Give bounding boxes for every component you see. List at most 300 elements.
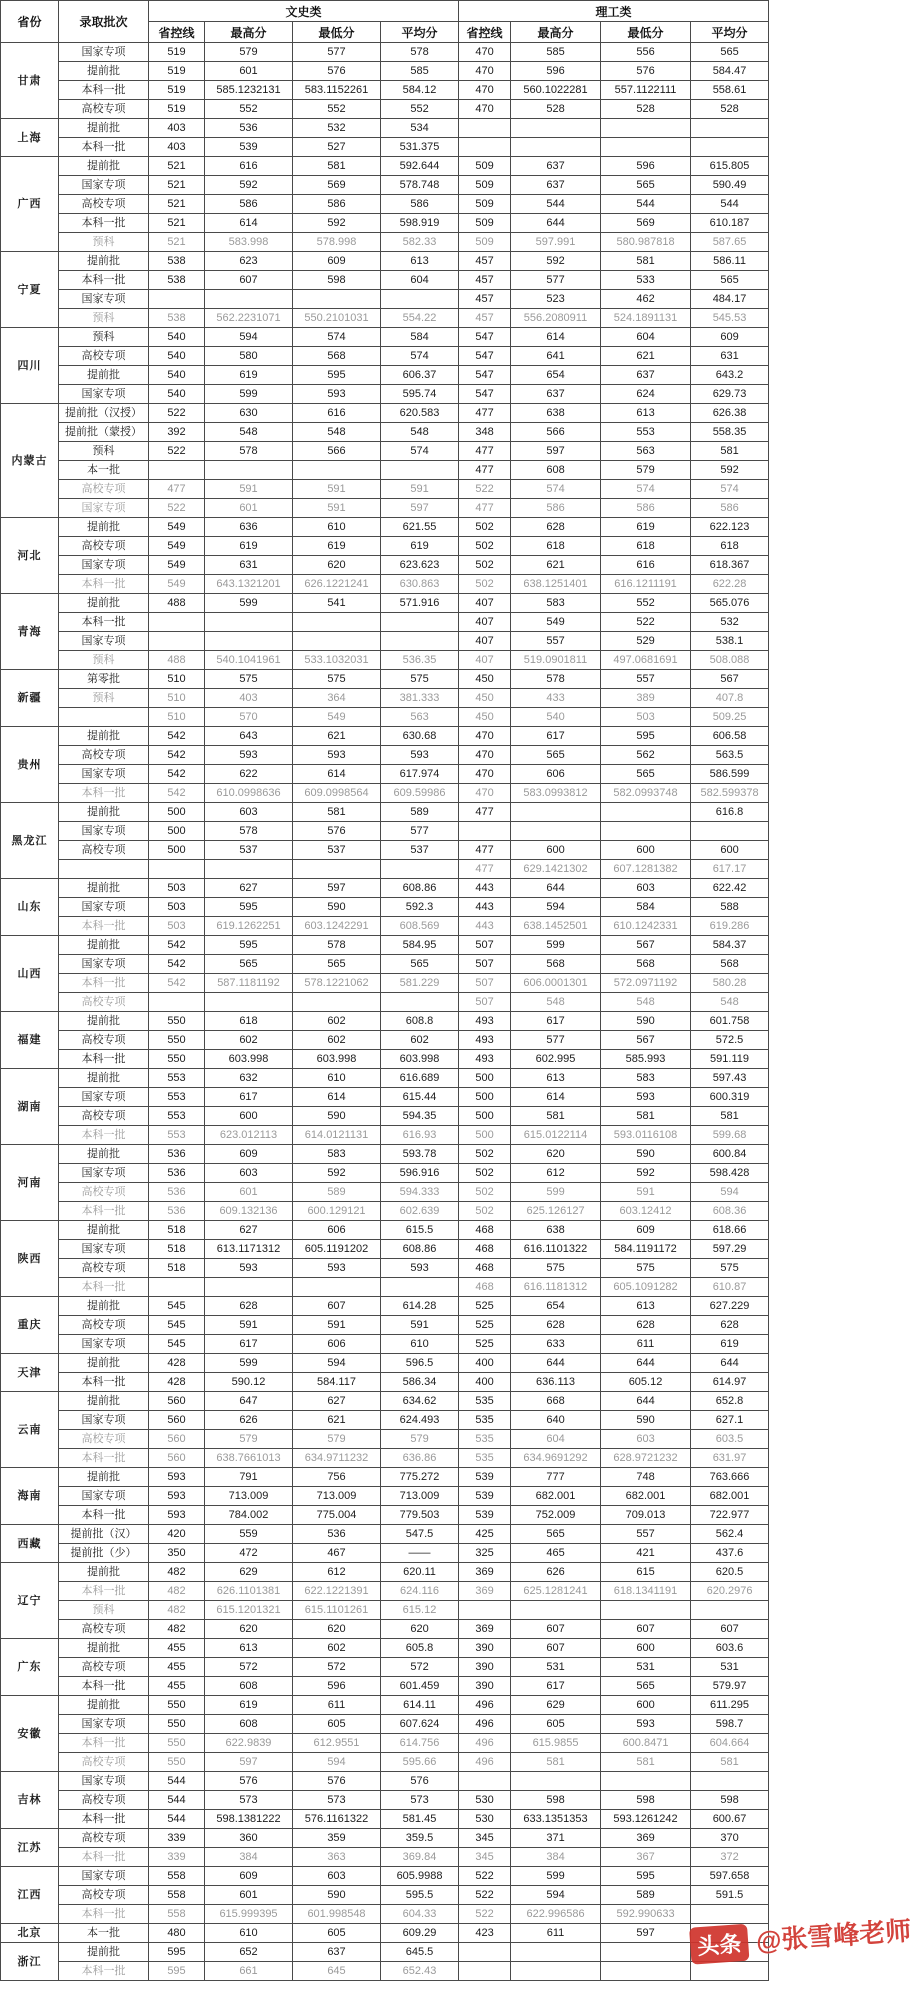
score-cell [205, 461, 293, 480]
batch-cell: 本一批 [59, 1924, 149, 1943]
province-cell: 甘肃 [1, 43, 59, 119]
score-cell: 763.666 [691, 1468, 769, 1487]
score-cell: 403 [205, 689, 293, 708]
score-cell: 573 [293, 1791, 381, 1810]
score-cell: 591.119 [691, 1050, 769, 1069]
score-cell: 616 [293, 404, 381, 423]
batch-cell: 预科 [59, 1601, 149, 1620]
score-cell: 470 [459, 62, 511, 81]
score-cell: 565 [511, 746, 601, 765]
score-cell: 597 [293, 879, 381, 898]
score-cell: 597.29 [691, 1240, 769, 1259]
score-cell: 615.0122114 [511, 1126, 601, 1145]
score-cell: 533.1032031 [293, 651, 381, 670]
province-cell: 内蒙古 [1, 404, 59, 518]
batch-cell: 国家专项 [59, 499, 149, 518]
score-cell: 569 [601, 214, 691, 233]
score-cell: 467 [293, 1544, 381, 1563]
score-cell: 748 [601, 1468, 691, 1487]
score-cell: 618 [511, 537, 601, 556]
score-cell: 591 [293, 499, 381, 518]
score-cell: 567 [691, 670, 769, 689]
score-cell: 521 [149, 195, 205, 214]
score-cell: 593 [149, 1506, 205, 1525]
score-cell [459, 1772, 511, 1791]
score-cell: 531 [691, 1658, 769, 1677]
score-cell: 575 [601, 1259, 691, 1278]
score-cell: 593.1261242 [601, 1810, 691, 1829]
batch-cell: 本科一批 [59, 1278, 149, 1297]
score-cell: 325 [459, 1544, 511, 1563]
batch-cell: 国家专项 [59, 556, 149, 575]
score-cell: 622.42 [691, 879, 769, 898]
score-cell: 581.229 [381, 974, 459, 993]
batch-cell: 本科一批 [59, 784, 149, 803]
score-cell: 580.987818 [601, 233, 691, 252]
score-cell: 614.0121131 [293, 1126, 381, 1145]
score-cell: 570 [205, 708, 293, 727]
score-cell: 540 [149, 385, 205, 404]
score-cell: 614 [293, 765, 381, 784]
score-cell: 544 [149, 1791, 205, 1810]
table-row [1, 62, 769, 81]
score-cell: 583 [601, 1069, 691, 1088]
score-cell [601, 803, 691, 822]
score-cell: 522 [459, 1886, 511, 1905]
score-cell: 568 [511, 955, 601, 974]
score-cell: 599 [511, 936, 601, 955]
score-cell: 497.0681691 [601, 651, 691, 670]
score-cell: 619 [601, 518, 691, 537]
table-row [1, 1924, 769, 1943]
score-cell: 600 [601, 841, 691, 860]
score-cell: 590 [601, 1145, 691, 1164]
score-cell: 618.367 [691, 556, 769, 575]
score-cell: 510 [149, 689, 205, 708]
table-row [1, 1525, 769, 1544]
score-cell: 602 [381, 1031, 459, 1050]
score-cell [511, 1943, 601, 1962]
score-cell: 613 [205, 1639, 293, 1658]
table-row [1, 1753, 769, 1772]
score-cell: 369 [459, 1563, 511, 1582]
score-cell: 586 [511, 499, 601, 518]
batch-cell: 提前批 [59, 252, 149, 271]
score-cell: 623 [205, 252, 293, 271]
province-cell: 新疆 [1, 670, 59, 727]
batch-cell: 国家专项 [59, 176, 149, 195]
score-cell: 572 [381, 1658, 459, 1677]
table-row [1, 1886, 769, 1905]
col-header-batch: 录取批次 [59, 1, 149, 43]
score-cell: 622 [205, 765, 293, 784]
score-cell: 618 [601, 537, 691, 556]
score-cell: 578.998 [293, 233, 381, 252]
score-cell: 610.187 [691, 214, 769, 233]
score-cell: 553 [149, 1088, 205, 1107]
score-cell: 462 [601, 290, 691, 309]
score-cell: 579 [205, 43, 293, 62]
score-cell: 509.25 [691, 708, 769, 727]
score-cell: 616 [205, 157, 293, 176]
score-cell: 586 [205, 195, 293, 214]
score-cell: 503 [149, 917, 205, 936]
score-cell: 345 [459, 1829, 511, 1848]
score-cell: 533 [601, 271, 691, 290]
score-cell: 528 [511, 100, 601, 119]
score-cell: 654 [511, 366, 601, 385]
score-cell: 544 [511, 195, 601, 214]
score-cell: 457 [459, 290, 511, 309]
score-cell: 502 [459, 518, 511, 537]
score-cell: 545.53 [691, 309, 769, 328]
score-cell: 553 [601, 423, 691, 442]
score-cell: 547 [459, 366, 511, 385]
score-cell: 615.12 [381, 1601, 459, 1620]
batch-cell: 国家专项 [59, 43, 149, 62]
score-cell: 562.2231071 [205, 309, 293, 328]
score-cell: 507 [459, 955, 511, 974]
score-cell: 601.998548 [293, 1905, 381, 1924]
score-cell: 586 [691, 499, 769, 518]
score-cell: 630 [205, 404, 293, 423]
score-cell: 609.132136 [205, 1202, 293, 1221]
score-cell: 583 [511, 594, 601, 613]
score-cell: 722.977 [691, 1506, 769, 1525]
score-cell: 565 [293, 955, 381, 974]
score-cell: 484.17 [691, 290, 769, 309]
batch-cell: 高校专项 [59, 993, 149, 1012]
col-header-s-max-score: 最高分 [511, 22, 601, 43]
score-cell: 509 [459, 195, 511, 214]
score-cell: 603 [293, 1867, 381, 1886]
province-cell: 广东 [1, 1639, 59, 1696]
score-cell: 601.758 [691, 1012, 769, 1031]
score-cell: 549 [149, 518, 205, 537]
score-cell: 510 [149, 670, 205, 689]
score-cell: 538 [149, 271, 205, 290]
score-cell: 369 [601, 1829, 691, 1848]
score-cell: 531 [601, 1658, 691, 1677]
table-row [1, 1677, 769, 1696]
score-cell: 626 [511, 1563, 601, 1582]
score-cell: 682.001 [601, 1487, 691, 1506]
batch-cell: 高校专项 [59, 195, 149, 214]
score-cell: 519 [149, 62, 205, 81]
score-cell: 407 [459, 613, 511, 632]
batch-cell: 本科一批 [59, 1677, 149, 1696]
score-cell: 363 [293, 1848, 381, 1867]
batch-cell: 本科一批 [59, 271, 149, 290]
score-cell: 541 [293, 594, 381, 613]
batch-cell: 国家专项 [59, 955, 149, 974]
score-cell: 583.0993812 [511, 784, 601, 803]
score-cell: 538.1 [691, 632, 769, 651]
score-cell: 597 [381, 499, 459, 518]
province-cell: 云南 [1, 1392, 59, 1468]
table-row [1, 746, 769, 765]
score-cell: 521 [149, 157, 205, 176]
score-cell: 598.1381222 [205, 1810, 293, 1829]
table-row [1, 556, 769, 575]
table-row [1, 1829, 769, 1848]
score-cell [381, 613, 459, 632]
score-cell: 614.28 [381, 1297, 459, 1316]
score-cell: 616.1211191 [601, 575, 691, 594]
score-cell: 604 [511, 1430, 601, 1449]
score-cell: 593 [293, 1259, 381, 1278]
score-cell: 756 [293, 1468, 381, 1487]
score-cell: 628 [511, 518, 601, 537]
score-cell: 575 [205, 670, 293, 689]
score-cell: 545 [149, 1335, 205, 1354]
score-cell: 613 [601, 1297, 691, 1316]
score-cell: 573 [205, 1791, 293, 1810]
score-cell: 450 [459, 708, 511, 727]
score-cell [691, 1601, 769, 1620]
score-cell: 552 [381, 100, 459, 119]
score-cell: 611 [511, 1924, 601, 1943]
score-cell: 593 [381, 1259, 459, 1278]
score-cell [511, 138, 601, 157]
table-row [1, 1430, 769, 1449]
score-cell: 614.97 [691, 1373, 769, 1392]
score-cell: 599 [511, 1183, 601, 1202]
col-header-w-min-score: 最低分 [293, 22, 381, 43]
score-cell: 502 [459, 556, 511, 575]
score-cell: 609 [293, 252, 381, 271]
score-cell: —— [381, 1544, 459, 1563]
table-row [1, 43, 769, 62]
score-cell: 601.459 [381, 1677, 459, 1696]
score-cell: 622.123 [691, 518, 769, 537]
batch-cell: 本科一批 [59, 1810, 149, 1829]
batch-cell: 本科一批 [59, 1373, 149, 1392]
score-cell: 652.43 [381, 1962, 459, 1981]
table-row [1, 1088, 769, 1107]
batch-cell: 提前批 [59, 1563, 149, 1582]
score-cell: 407 [459, 594, 511, 613]
score-cell: 565 [691, 271, 769, 290]
score-cell: 522 [149, 442, 205, 461]
score-cell: 549 [293, 708, 381, 727]
score-cell: 591 [381, 1316, 459, 1335]
score-cell: 620.583 [381, 404, 459, 423]
batch-cell: 高校专项 [59, 1829, 149, 1848]
score-cell: 621 [293, 1411, 381, 1430]
score-cell: 578 [205, 822, 293, 841]
score-cell [601, 1772, 691, 1791]
table-row [1, 423, 769, 442]
score-cell: 522 [459, 1867, 511, 1886]
score-cell: 608 [205, 1715, 293, 1734]
score-cell: 567 [601, 1031, 691, 1050]
score-cell: 616.689 [381, 1069, 459, 1088]
score-cell: 518 [149, 1221, 205, 1240]
province-cell: 宁夏 [1, 252, 59, 328]
score-cell: 616.93 [381, 1126, 459, 1145]
score-cell: 603.12412 [601, 1202, 691, 1221]
batch-cell: 提前批 [59, 1012, 149, 1031]
score-cell: 348 [459, 423, 511, 442]
score-cell: 608.36 [691, 1202, 769, 1221]
score-cell: 619 [205, 1696, 293, 1715]
score-cell: 539 [459, 1487, 511, 1506]
score-cell: 552 [293, 100, 381, 119]
score-cell: 618 [205, 1012, 293, 1031]
score-cell: 470 [459, 727, 511, 746]
table-row [1, 214, 769, 233]
batch-cell: 本科一批 [59, 1126, 149, 1145]
score-cell: 632 [205, 1069, 293, 1088]
score-cell: 560 [149, 1449, 205, 1468]
score-cell: 531 [511, 1658, 601, 1677]
batch-cell: 提前批 [59, 1392, 149, 1411]
score-cell: 519.0901811 [511, 651, 601, 670]
score-cell: 576.1161322 [293, 1810, 381, 1829]
score-cell: 595 [601, 727, 691, 746]
score-cell: 477 [459, 499, 511, 518]
score-cell: 600 [511, 841, 601, 860]
score-cell: 603.5 [691, 1430, 769, 1449]
score-cell: 637 [511, 385, 601, 404]
score-cell: 443 [459, 879, 511, 898]
batch-cell: 国家专项 [59, 1240, 149, 1259]
batch-cell: 本科一批 [59, 81, 149, 100]
score-cell: 390 [459, 1658, 511, 1677]
score-cell: 644 [691, 1354, 769, 1373]
table-row [1, 765, 769, 784]
score-cell: 509 [459, 233, 511, 252]
province-cell: 辽宁 [1, 1563, 59, 1639]
table-row [1, 195, 769, 214]
score-cell: 364 [293, 689, 381, 708]
score-cell: 367 [601, 1848, 691, 1867]
batch-cell: 提前批 [59, 1297, 149, 1316]
batch-cell: 提前批 [59, 157, 149, 176]
province-cell: 北京 [1, 1924, 59, 1943]
score-cell: 557.1122111 [601, 81, 691, 100]
score-cell: 581.45 [381, 1810, 459, 1829]
score-cell: 620.5 [691, 1563, 769, 1582]
score-cell [601, 138, 691, 157]
score-cell: 631 [691, 347, 769, 366]
score-cell [601, 1601, 691, 1620]
score-cell: 589 [601, 1886, 691, 1905]
batch-cell: 国家专项 [59, 765, 149, 784]
score-cell: 644 [511, 1354, 601, 1373]
score-cell: 613 [381, 252, 459, 271]
score-cell: 437.6 [691, 1544, 769, 1563]
score-cell: 521 [149, 233, 205, 252]
province-cell: 广西 [1, 157, 59, 252]
score-cell: 643.2 [691, 366, 769, 385]
score-cell: 609.29 [381, 1924, 459, 1943]
score-cell: 455 [149, 1658, 205, 1677]
table-row [1, 1468, 769, 1487]
score-cell: 628 [205, 1297, 293, 1316]
score-cell: 593 [205, 1259, 293, 1278]
table-row [1, 1620, 769, 1639]
score-cell: 576 [293, 62, 381, 81]
col-header-w-max-score: 最高分 [205, 22, 293, 43]
batch-cell: 提前批 [59, 803, 149, 822]
score-cell: 565 [691, 43, 769, 62]
score-cell: 614 [511, 1088, 601, 1107]
score-cell: 542 [149, 746, 205, 765]
score-cell: 614.756 [381, 1734, 459, 1753]
score-cell: 605 [293, 1924, 381, 1943]
batch-cell: 预科 [59, 651, 149, 670]
score-cell: 584 [601, 898, 691, 917]
score-cell: 527 [293, 138, 381, 157]
province-cell: 重庆 [1, 1297, 59, 1354]
score-cell: 613.1171312 [205, 1240, 293, 1259]
col-header-w-avg-score: 平均分 [381, 22, 459, 43]
table-row [1, 404, 769, 423]
score-cell: 549 [149, 537, 205, 556]
table-row [1, 1905, 769, 1924]
province-cell: 河南 [1, 1145, 59, 1221]
batch-cell: 国家专项 [59, 1772, 149, 1791]
score-cell: 577 [511, 1031, 601, 1050]
score-cell: 622.9839 [205, 1734, 293, 1753]
score-cell: 574 [381, 442, 459, 461]
score-cell: 576 [293, 822, 381, 841]
score-cell [691, 1772, 769, 1791]
score-cell: 605.9988 [381, 1867, 459, 1886]
table-row [1, 708, 769, 727]
table-row [1, 575, 769, 594]
batch-cell: 国家专项 [59, 1164, 149, 1183]
batch-cell: 提前批 [59, 1354, 149, 1373]
score-cell: 604.664 [691, 1734, 769, 1753]
score-cell: 628 [601, 1316, 691, 1335]
province-cell: 安徽 [1, 1696, 59, 1772]
table-row [1, 1810, 769, 1829]
score-cell: 558.61 [691, 81, 769, 100]
score-cell: 579 [381, 1430, 459, 1449]
batch-cell: 高校专项 [59, 1316, 149, 1335]
score-cell: 572.5 [691, 1031, 769, 1050]
score-cell: 584.117 [293, 1373, 381, 1392]
score-cell: 598 [601, 1791, 691, 1810]
score-cell: 470 [459, 81, 511, 100]
score-cell: 606.37 [381, 366, 459, 385]
score-cell: 618.1341191 [601, 1582, 691, 1601]
table-row [1, 993, 769, 1012]
score-cell: 784.002 [205, 1506, 293, 1525]
province-cell: 河北 [1, 518, 59, 594]
score-cell: 615.44 [381, 1088, 459, 1107]
table-row [1, 1316, 769, 1335]
score-cell: 472 [205, 1544, 293, 1563]
score-cell: 590 [601, 1411, 691, 1430]
score-cell: 603.998 [381, 1050, 459, 1069]
score-cell: 606 [511, 765, 601, 784]
score-cell: 503 [149, 898, 205, 917]
watermark-handle: @张雪峰老师 [754, 1915, 912, 1957]
score-cell: 350 [149, 1544, 205, 1563]
score-cell: 587.1181192 [205, 974, 293, 993]
province-cell: 四川 [1, 328, 59, 404]
batch-cell: 国家专项 [59, 1411, 149, 1430]
score-cell: 579.97 [691, 1677, 769, 1696]
score-cell: 590 [293, 1886, 381, 1905]
score-cell: 536 [205, 119, 293, 138]
score-cell: 529 [601, 632, 691, 651]
score-cell: 500 [459, 1069, 511, 1088]
